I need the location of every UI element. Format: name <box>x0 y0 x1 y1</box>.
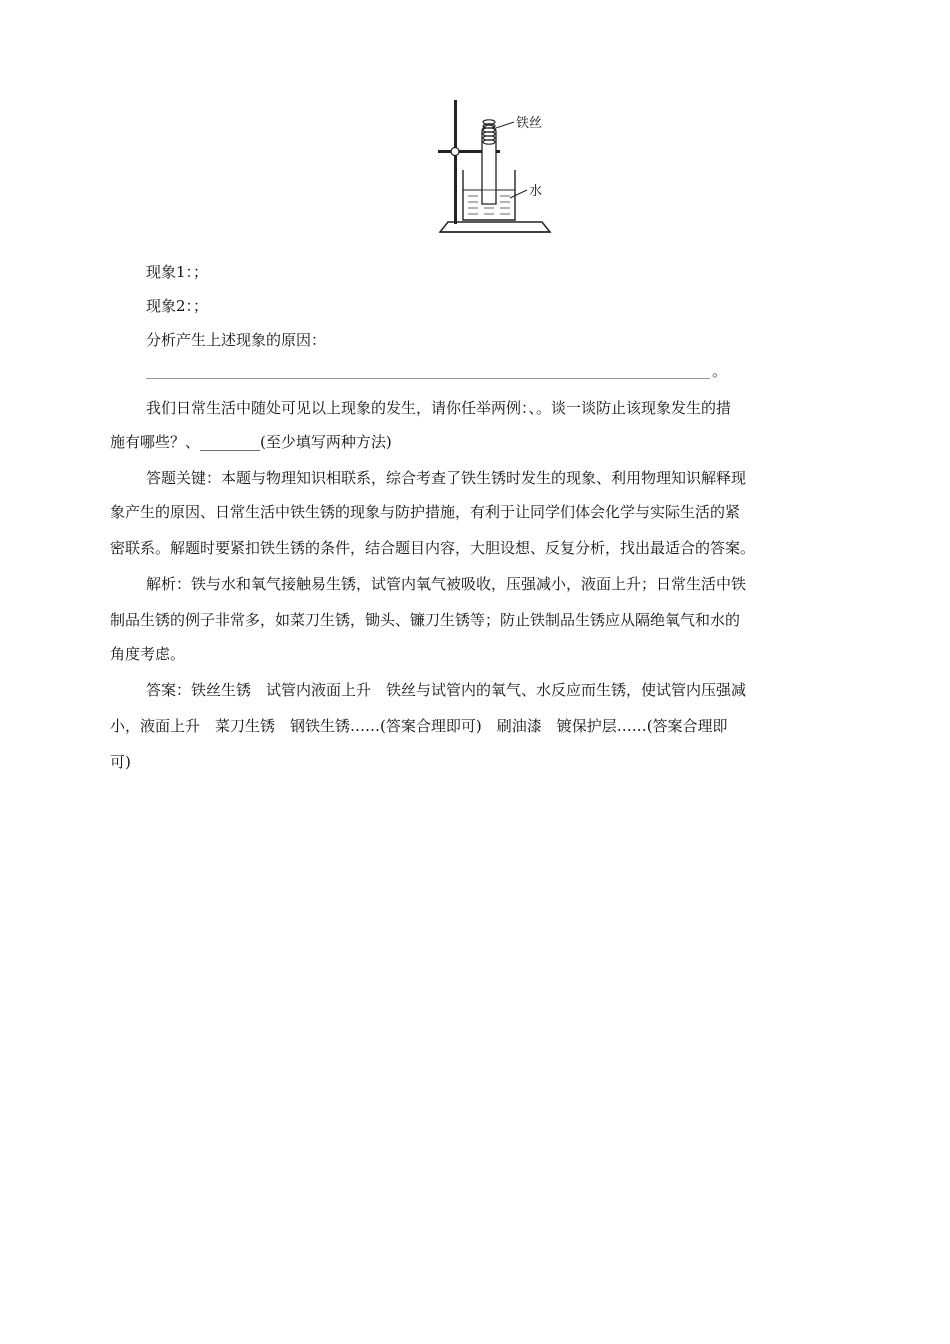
phenomenon-1: 现象1：； <box>146 263 209 281</box>
water-label: 水 <box>529 184 543 199</box>
question-line-1: 我们日常生活中随处可见以上现象的发生，请你任举两例：、。谈一谈防止该现象发生的措 <box>146 399 732 417</box>
key-line-1: 答题关键：本题与物理知识相联系，综合考查了铁生锈时发生的现象、利用物理知识解释现 <box>146 469 747 487</box>
analysis-line-2: 制品生锈的例子非常多，如菜刀生锈，锄头、镰刀生锈等；防止铁制品生锈应从隔绝氧气和水的 <box>110 611 741 629</box>
key-line-2: 象产生的原因、日常生活中铁生锈的现象与防护措施，有利于让同学们体会化学与实际生活的紧 <box>110 503 741 521</box>
answer-line-3: 可) <box>110 753 131 771</box>
answer-blank-line <box>146 364 710 379</box>
iron-rust-apparatus-figure <box>430 96 560 246</box>
phenomenon-2: 现象2：； <box>146 297 209 315</box>
blank-end-period: 。 <box>712 362 728 380</box>
iron-wire-label: 铁丝 <box>516 116 543 131</box>
answer-line-2: 小，液面上升 菜刀生锈 钢铁生锈……(答案合理即可) 刷油漆 镀保护层……(答案合理即 <box>110 717 728 735</box>
key-line-3: 密联系。解题时要紧扣铁生锈的条件，结合题目内容，大胆设想、反复分析，找出最适合的答案。 <box>110 539 756 557</box>
analysis-line-3: 角度考虑。 <box>110 645 186 663</box>
analysis-line-1: 解析：铁与水和氧气接触易生锈，试管内氧气被吸收，压强减小，液面上升；日常生活中铁 <box>146 575 747 593</box>
answer-line-1: 答案：铁丝生锈 试管内液面上升 铁丝与试管内的氧气、水反应而生锈，使试管内压强减 <box>146 681 747 699</box>
apparatus-diagram <box>430 96 560 246</box>
stand-rod <box>454 100 457 224</box>
question-line-2: 施有哪些？、________(至少填写两种方法) <box>110 433 392 451</box>
analysis-prompt: 分析产生上述现象的原因： <box>146 331 327 349</box>
iron-wire-coil <box>483 120 495 144</box>
